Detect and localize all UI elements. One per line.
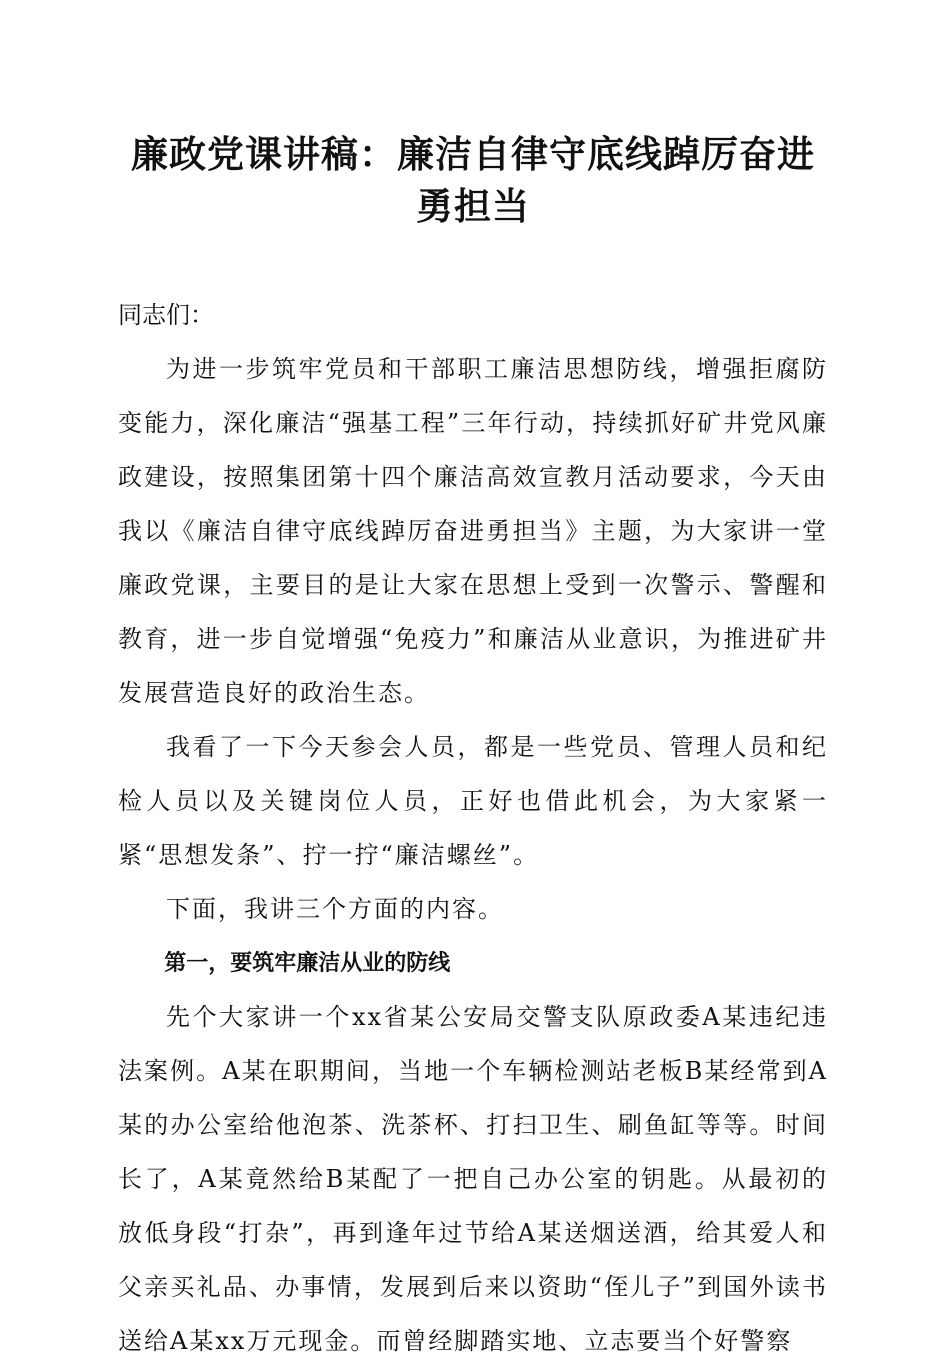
paragraph-intro: 为进一步筑牢党员和干部职工廉洁思想防线，增强拒腐防变能力，深化廉洁“强基工程”三年行动，持续抓好矿井党风廉政建设，按照集团第十四个廉洁高效宣教月活动要求，今天由我以《廉洁自律守底线踔厉奋进勇担当》主题，为大家讲一堂廉政党课，主要目的是让大家在思想上受到一次警示、警醒和教育，进一步自觉增强“免疫力”和廉洁从业意识，为推进矿井发展营造良好的政治生态。 <box>118 355 828 707</box>
paragraph-case-study: 先个大家讲一个xx省某公安局交警支队原政委A某违纪违法案例。A某在职期间，当地一个车辆检测站老板B某经常到A某的办公室给他泡茶、洗茶杯、打扫卫生、刷鱼缸等等。时间长了，A某竟然给B某配了一把自己办公室的钥匙。从最初的放低身段“打杂”，再到逢年过节给A某送烟送酒，给其爱人和父亲买礼品、办事情，发展到后来以资助“侄儿子”到国外读书送给A某xx万元现金。而曾经脚踏实地、立志要当个好警察 <box>118 1003 828 1355</box>
paragraph-outline: 下面，我讲三个方面的内容。 <box>166 895 504 923</box>
salutation: 同志们： <box>118 301 214 329</box>
section-heading: 第一，要筑牢廉洁从业的防线 <box>164 950 451 976</box>
document-page <box>118 128 828 1368</box>
document-title: 廉政党课讲稿：廉洁自律守底线踔厉奋进勇担当 <box>131 132 815 228</box>
paragraph-audience: 我看了一下今天参会人员，都是一些党员、管理人员和纪检人员以及关键岗位人员，正好也借此机会，为大家紧一紧“思想发条”、拧一拧“廉洁螺丝”。 <box>118 733 828 869</box>
